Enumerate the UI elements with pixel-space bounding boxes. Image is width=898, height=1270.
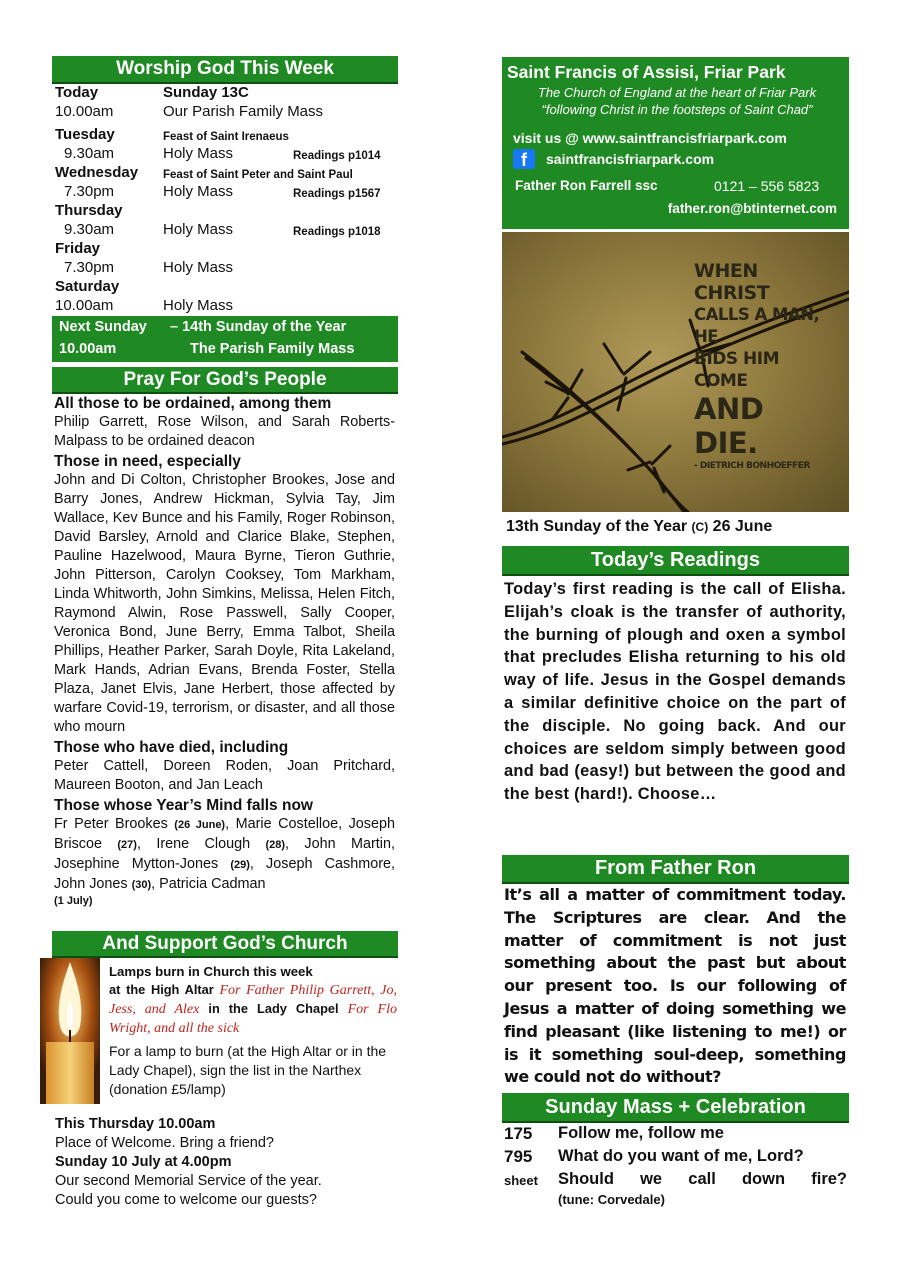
lamps-notice [109, 963, 397, 1099]
anniversary-date: (1 July) [54, 895, 93, 907]
priest-name: Father Ron Farrell ssc [515, 178, 658, 193]
memorial-text: Could you come to welcome our guests? [55, 1192, 317, 1208]
hymn-number: 795 [504, 1147, 533, 1166]
pray-header: Pray For God’s People [52, 367, 398, 394]
poster-line: WHEN CHRIST [694, 260, 770, 304]
sunday-title: 13th Sunday of the Year (C) 26 June [506, 518, 773, 535]
in-need-heading: Those in need, especially [54, 453, 241, 470]
anniversary-date: (27) [117, 839, 137, 851]
service-time: 10.00am [55, 297, 114, 314]
hymn-title: What do you want of me, Lord? [558, 1147, 804, 1165]
service-name: Holy Mass [163, 259, 234, 276]
departed-names: Peter Cattell, Doreen Roden, Joan Pritchard, Maureen Booton, and Jan Leach [54, 758, 395, 793]
next-sunday-label: Next Sunday [59, 319, 147, 335]
candle-flame-icon [40, 958, 100, 1104]
worship-schedule [52, 84, 398, 316]
memorial-heading: Sunday 10 July at 4.00pm [55, 1154, 232, 1170]
readings-page: Readings p1014 [293, 150, 381, 162]
bonhoeffer-poster [502, 232, 849, 512]
service-name: Holy Mass [163, 221, 234, 238]
father-ron-text: It’s all a matter of commitment today. The Scriptures are clear. And the matter of commitment is not just something about the past but about our present too. Is our following of Jesus a matter of doing something we find pleasant (like listening to me!) or is it something soul-deep, something we could not do without? [504, 885, 846, 1087]
service-time: 9.30am [64, 145, 115, 162]
anniversary-date: (30) [131, 879, 152, 891]
next-sunday-time: 10.00am [59, 341, 117, 357]
facebook-link[interactable]: saintfrancisfriarpark.com [546, 151, 715, 167]
day-title: Sunday 13C [163, 84, 249, 101]
in-need-names: John and Di Colton, Christopher Brookes, Jose and Barry Jones, Andrew Hickman, Sylvia Tay, Jim Wallace, Kev Bunce and his Family, Roger Robinson, David Barsley, Arnold and Clarice Blake, Stephen, Pauline Hazelwood, Maura Byrne, Tieron Guthrie, John Pitterson, Carolyn Cooksey, Tom Markham, Linda Whitworth, John Simkins, Melissa, Helen Fitch, Raymond Alwin, Rose Passwell, Sally Cooper, Veronica Bond, June Berry, Emma Talbot, Sheila Phillips, Heather Parker, Sarah Doyle, Rita Lakeland, Mark Hands, Adrian Evans, Brenda Foster, Stella Plaza, Janet Elvis, Jane Herbert, those affected by warfare Covid-19, terrorism, or disaster, and all those who mourn [54, 472, 395, 735]
day-label: Today [55, 84, 99, 101]
worship-header: Worship God This Week [52, 56, 398, 84]
prayer-list [54, 394, 395, 907]
poster-line: BIDS HIM COME [694, 349, 780, 391]
anniversary-date: (28) [265, 839, 286, 851]
feast-label: Feast of Saint Peter and Saint Paul [163, 169, 353, 181]
service-name: Holy Mass [163, 145, 234, 162]
high-altar-intention: For Father Philip Garrett, Jo, Jess, and Alex [109, 983, 397, 1017]
thursday-text: Place of Welcome. Bring a friend? [55, 1135, 274, 1151]
thursday-heading: This Thursday 10.00am [55, 1116, 216, 1132]
service-name: Holy Mass [163, 297, 234, 314]
next-sunday-event: The Parish Family Mass [190, 341, 355, 357]
readings-page: Readings p1018 [293, 226, 381, 238]
day-label: Saturday [55, 278, 120, 295]
day-label: Thursday [55, 202, 123, 219]
parish-name: Saint Francis of Assisi, Friar Park [507, 62, 786, 82]
poster-line: AND DIE. [694, 392, 764, 460]
support-header: And Support God’s Church [52, 931, 398, 958]
email-link[interactable]: father.ron@btinternet.com [667, 201, 837, 216]
service-name: Our Parish Family Mass [163, 103, 324, 120]
parish-info-box [502, 57, 849, 229]
lamps-intentions: at the High Altar For Father Philip Garrett, Jo, Jess, and Alex in the Lady Chapel For Flo Wright, and all the sick [109, 982, 397, 1036]
years-mind-heading: Those whose Year’s Mind falls now [54, 797, 313, 814]
day-label: Tuesday [55, 126, 115, 143]
service-time: 10.00am [55, 103, 114, 120]
readings-header: Today’s Readings [502, 546, 849, 576]
departed-heading: Those who have died, including [54, 739, 289, 756]
readings-text: Today’s first reading is the call of Elisha. Elijah’s cloak is the transfer of authority, the burning of plough and oxen a symbol that precludes Elisha returning to his old way of life. Jesus in the Gospel demands a similar definitive choice on the part of the disciple. No going back. And our choices are seldom simply between good and bad (easy!) but between the good and the best (hard!). Choose… [504, 580, 846, 804]
service-time: 7.30pm [64, 183, 115, 200]
facebook-icon[interactable]: f [513, 149, 535, 169]
notices [55, 1115, 400, 1210]
anniversary-date: (29) [230, 859, 250, 871]
next-sunday-box [52, 316, 398, 362]
day-label: Wednesday [55, 164, 139, 181]
anniversary-date: (26 June) [174, 819, 226, 831]
memorial-text: Our second Memorial Service of the year. [55, 1173, 322, 1189]
ordained-names: Philip Garrett, Rose Wilson, and Sarah Roberts-Malpass to be ordained deacon [54, 414, 395, 449]
lamp-request-info: For a lamp to burn (at the High Altar or in the Lady Chapel), sign the list in the Narthex (donation £5/lamp) [109, 1043, 387, 1097]
hymn-title: Should we call down fire? [558, 1170, 847, 1188]
phone-number: 0121 – 556 5823 [714, 178, 820, 194]
parish-tagline: The Church of England at the heart of Friar Park “following Christ in the footsteps of Saint Chad” [537, 85, 817, 117]
lamps-heading: Lamps burn in Church this week [109, 964, 313, 979]
website-link[interactable]: visit us @ www.saintfrancisfriarpark.com [513, 130, 787, 146]
next-sunday-title: – 14th Sunday of the Year [170, 319, 347, 335]
service-time: 7.30pm [64, 259, 115, 276]
service-name: Holy Mass [163, 183, 234, 200]
hymn-title: Follow me, follow me [558, 1124, 724, 1142]
hymn-number: sheet [504, 1173, 538, 1188]
poster-author: - DIETRICH BONHOEFFER [694, 461, 810, 471]
years-mind-names: Fr Peter Brookes (26 June), Marie Costelloe, Joseph Briscoe (27), Irene Clough (28), John Martin, Josephine Mytton-Jones (29), Joseph Cashmore, John Jones (30), Patricia Cadman [54, 816, 396, 892]
readings-page: Readings p1567 [293, 188, 381, 200]
poster-line: CALLS A MAN, HE [694, 305, 820, 346]
hymn-number: 175 [504, 1124, 533, 1143]
candle-image [40, 958, 100, 1104]
service-time: 9.30am [64, 221, 115, 238]
day-label: Friday [55, 240, 101, 257]
hymn-tune: (tune: Corvedale) [558, 1192, 665, 1207]
hymns-header: Sunday Mass + Celebration [502, 1093, 849, 1123]
father-ron-header: From Father Ron [502, 855, 849, 884]
ordained-heading: All those to be ordained, among them [54, 395, 332, 412]
feast-label: Feast of Saint Irenaeus [163, 131, 289, 143]
lady-chapel-intention: For Flo Wright, and all the sick [109, 1002, 397, 1036]
